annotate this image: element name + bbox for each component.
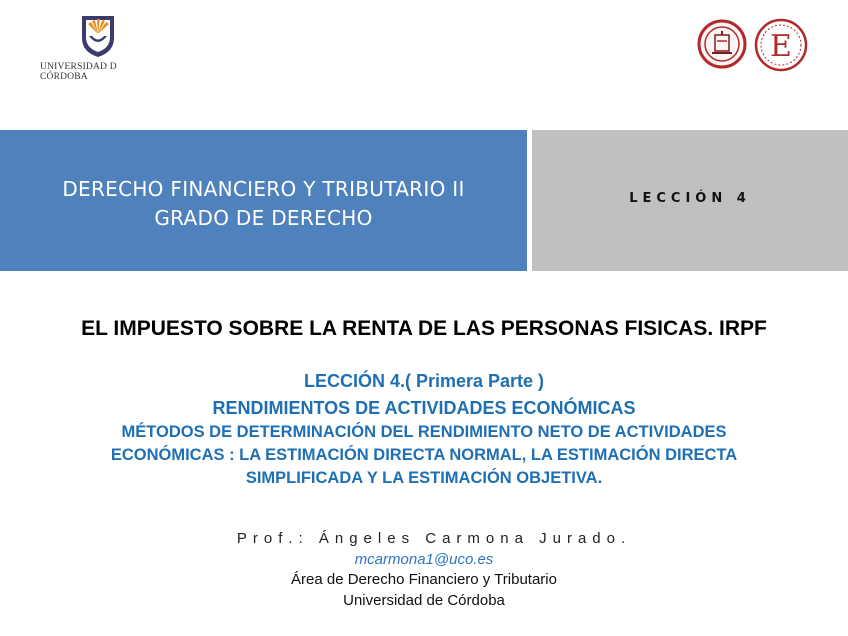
description-line: ECONÓMICAS : LA ESTIMACIÓN DIRECTA NORMAL, LA ESTIMACIÓN DIRECTA [110,446,738,464]
description [0,421,848,490]
university-logo [40,10,160,82]
university-logo-text: UNIVERSIDAD D CÓRDOBA [40,62,117,82]
university-crest-icon [78,12,118,58]
university-name: Universidad de Córdoba [343,592,505,609]
lesson-label: LECCIÓN 4 [629,191,751,206]
course-title: DERECHO FINANCIERO Y TRIBUTARIO II [62,177,465,201]
degree-title: GRADO DE DERECHO [154,206,373,230]
email-link[interactable]: mcarmona1@uco.es [354,551,494,568]
main-title: EL IMPUESTO SOBRE LA RENTA DE LAS PERSONAS FISICAS. IRPF [81,317,767,340]
svg-text:E: E [770,29,792,64]
description-line: MÉTODOS DE DETERMINACIÓN DEL RENDIMIENTO NETO DE ACTIVIDADES [121,423,727,441]
lesson-banner [532,130,848,271]
law-faculty-seal-icon [697,19,747,74]
department-name: Área de Derecho Financiero y Tributario [291,571,557,588]
lesson-part: LECCIÓN 4.( Primera Parte ) [303,371,545,391]
section-title: RENDIMIENTOS DE ACTIVIDADES ECONÓMICAS [212,398,636,418]
professor-name: Prof.: Ángeles Carmona Jurado. [236,530,632,547]
course-banner [0,130,527,271]
e-seal-icon [754,18,808,77]
description-line: SIMPLIFICADA Y LA ESTIMACIÓN OBJETIVA. [245,469,603,487]
